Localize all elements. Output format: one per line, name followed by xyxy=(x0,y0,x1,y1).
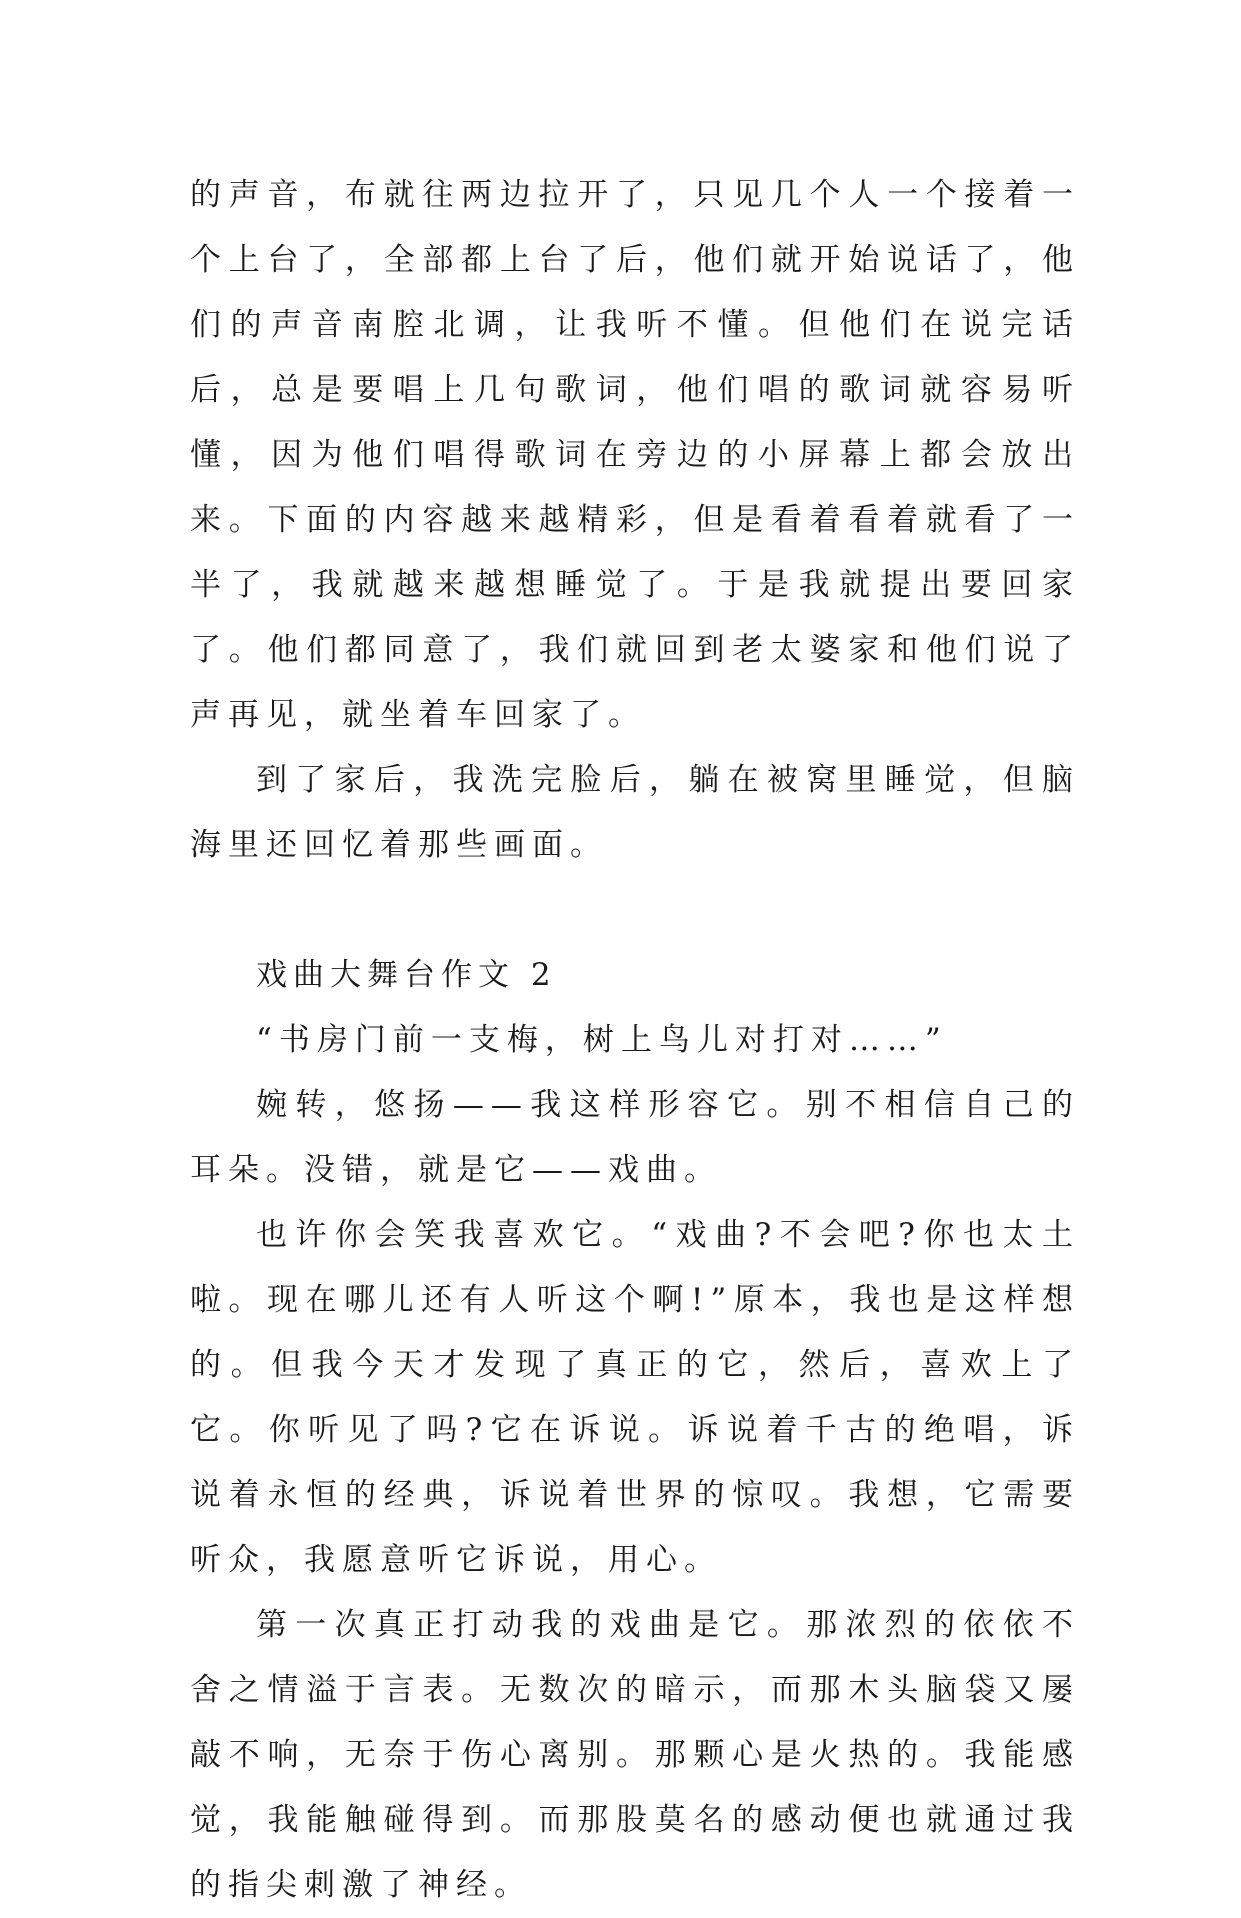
paragraph: 第一次真正打动我的戏曲是它。那浓烈的依依不舍之情溢于言表。无数次的暗示，而那木头脑袋又屡敲不响，无奈于伤心离别。那颗心是火热的。我能感觉，我能触碰得到。而那股莫名的感动便也就通过我的指尖刺激了神经。 xyxy=(190,1607,1080,1903)
paragraph: 到了家后，我洗完脸后，躺在被窝里睡觉，但脑海里还回忆着那些画面。 xyxy=(190,762,1080,863)
paragraph: 也许你会笑我喜欢它。“戏曲?不会吧?你也太土啦。现在哪儿还有人听这个啊!”原本，我也是这样想的。但我今天才发现了真正的它，然后，喜欢上了它。你听见了吗?它在诉说。诉说着千古的绝唱，诉说着永恒的经典，诉说着世界的惊叹。我想，它需要听众，我愿意听它诉说，用心。 xyxy=(190,1217,1080,1578)
paragraph: “书房门前一支梅，树上鸟儿对打对……” xyxy=(256,1022,948,1058)
paragraph: 婉转，悠扬——我这样形容它。别不相信自己的耳朵。没错，就是它——戏曲。 xyxy=(190,1087,1080,1188)
document-body xyxy=(190,163,1080,1918)
section-title: 戏曲大舞台作文 2 xyxy=(256,957,557,993)
paragraph: 的声音，布就往两边拉开了，只见几个人一个接着一个上台了，全部都上台了后，他们就开始说话了，他们的声音南腔北调，让我听不懂。但他们在说完话后，总是要唱上几句歌词，他们唱的歌词就容易听懂，因为他们唱得歌词在旁边的小屏幕上都会放出来。下面的内容越来越精彩，但是看着看着就看了一半了，我就越来越想睡觉了。于是我就提出要回家了。他们都同意了，我们就回到老太婆家和他们说了声再见，就坐着车回家了。 xyxy=(190,177,1080,733)
section-gap xyxy=(190,878,1080,943)
